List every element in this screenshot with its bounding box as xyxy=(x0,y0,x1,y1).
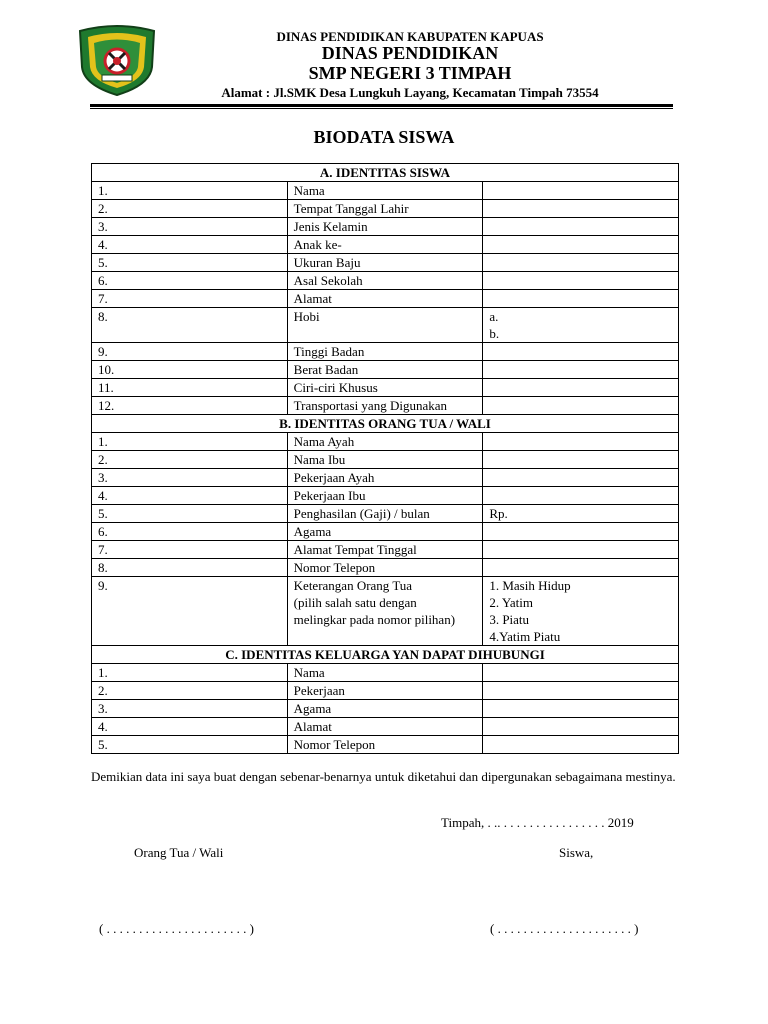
field-value[interactable] xyxy=(483,559,679,577)
row-number: 5. xyxy=(92,254,288,272)
field-label xyxy=(287,718,483,736)
row-number: 8. xyxy=(92,308,288,343)
field-value[interactable] xyxy=(483,523,679,541)
field-label-line: Alamat Tempat Tinggal xyxy=(293,542,417,557)
header-rule-thin xyxy=(90,108,673,109)
table-row xyxy=(92,343,679,361)
table-row xyxy=(92,397,679,415)
signature-label-student: Siswa, xyxy=(559,845,594,860)
row-number: 4. xyxy=(92,718,288,736)
field-value[interactable] xyxy=(483,308,679,343)
field-label xyxy=(287,664,483,682)
row-number: 2. xyxy=(92,682,288,700)
field-value-line: 1. Masih Hidup xyxy=(489,578,571,593)
field-label xyxy=(287,272,483,290)
table-row xyxy=(92,541,679,559)
row-number: 6. xyxy=(92,523,288,541)
field-label-line: Nama Ibu xyxy=(293,452,346,467)
field-value-line: 2. Yatim xyxy=(489,595,534,610)
field-value[interactable] xyxy=(483,236,679,254)
table-row xyxy=(92,664,679,682)
table-row xyxy=(92,379,679,397)
field-label-line: Agama xyxy=(293,701,332,716)
field-label xyxy=(287,343,483,361)
table-row xyxy=(92,505,679,523)
field-label xyxy=(287,361,483,379)
field-label xyxy=(287,433,483,451)
table-row xyxy=(92,200,679,218)
row-number: 5. xyxy=(92,505,288,523)
biodata-table xyxy=(91,163,679,754)
table-row xyxy=(92,682,679,700)
field-label xyxy=(287,559,483,577)
field-label xyxy=(287,397,483,415)
field-label-line: Nomor Telepon xyxy=(293,560,376,575)
section-heading-row xyxy=(92,415,679,433)
table-row xyxy=(92,469,679,487)
field-label-line: melingkar pada nomor pilihan) xyxy=(293,612,456,627)
field-value[interactable] xyxy=(483,487,679,505)
field-label-line: (pilih salah satu dengan xyxy=(293,595,417,610)
header-rule-thick xyxy=(90,104,673,107)
row-number: 9. xyxy=(92,577,288,646)
section-heading: A. IDENTITAS SISWA xyxy=(92,164,679,182)
school-logo xyxy=(76,23,158,97)
place-date: Timpah, . .. . . . . . . . . . . . . . . . . 2019 xyxy=(441,815,634,830)
signature-line-parent: ( . . . . . . . . . . . . . . . . . . . . . . ) xyxy=(99,921,254,936)
row-number: 3. xyxy=(92,700,288,718)
field-value[interactable] xyxy=(483,541,679,559)
table-row xyxy=(92,272,679,290)
row-number: 7. xyxy=(92,541,288,559)
field-value-line: b. xyxy=(489,326,500,341)
field-value[interactable] xyxy=(483,218,679,236)
field-label-line: Hobi xyxy=(293,309,320,324)
row-number: 4. xyxy=(92,487,288,505)
row-number: 8. xyxy=(92,559,288,577)
field-label-line: Pekerjaan Ayah xyxy=(293,470,375,485)
field-label-line: Penghasilan (Gaji) / bulan xyxy=(293,506,430,521)
field-label-line: Tinggi Badan xyxy=(293,344,365,359)
field-value-line: Rp. xyxy=(489,506,508,521)
table-row xyxy=(92,718,679,736)
row-number: 4. xyxy=(92,236,288,254)
field-value[interactable] xyxy=(483,343,679,361)
field-label xyxy=(287,451,483,469)
field-value[interactable] xyxy=(483,397,679,415)
field-value[interactable] xyxy=(483,200,679,218)
row-number: 1. xyxy=(92,433,288,451)
table-row xyxy=(92,433,679,451)
field-value[interactable] xyxy=(483,361,679,379)
table-row xyxy=(92,236,679,254)
row-number: 2. xyxy=(92,451,288,469)
field-label xyxy=(287,469,483,487)
field-label-line: Berat Badan xyxy=(293,362,359,377)
field-label xyxy=(287,254,483,272)
row-number: 7. xyxy=(92,290,288,308)
section-heading: B. IDENTITAS ORANG TUA / WALI xyxy=(92,415,679,433)
field-value[interactable] xyxy=(483,451,679,469)
table-row xyxy=(92,308,679,343)
field-label-line: Nomor Telepon xyxy=(293,737,376,752)
field-label-line: Asal Sekolah xyxy=(293,273,363,288)
field-value[interactable] xyxy=(483,682,679,700)
field-value[interactable] xyxy=(483,718,679,736)
field-label-line: Agama xyxy=(293,524,332,539)
table-row xyxy=(92,451,679,469)
field-label-line: Nama xyxy=(293,183,325,198)
row-number: 12. xyxy=(92,397,288,415)
field-label-line: Transportasi yang Digunakan xyxy=(293,398,447,413)
field-label-line: Ciri-ciri Khusus xyxy=(293,380,378,395)
field-value[interactable] xyxy=(483,577,679,646)
row-number: 2. xyxy=(92,200,288,218)
table-row xyxy=(92,736,679,754)
header-line-1: DINAS PENDIDIKAN KABUPATEN KAPUAS xyxy=(276,29,544,44)
field-value[interactable] xyxy=(483,469,679,487)
field-label-line: Anak ke- xyxy=(293,237,342,252)
table-row xyxy=(92,487,679,505)
school-name: SMP NEGERI 3 TIMPAH xyxy=(308,63,512,83)
field-value[interactable] xyxy=(483,290,679,308)
field-value-line: 4.Yatim Piatu xyxy=(489,629,561,644)
row-number: 5. xyxy=(92,736,288,754)
row-number: 10. xyxy=(92,361,288,379)
table-row xyxy=(92,559,679,577)
field-value[interactable] xyxy=(483,664,679,682)
table-row xyxy=(92,254,679,272)
school-address: Alamat : Jl.SMK Desa Lungkuh Layang, Kecamatan Timpah 73554 xyxy=(221,85,599,100)
field-label-line: Pekerjaan xyxy=(293,683,345,698)
field-label-line: Alamat xyxy=(293,291,332,306)
field-label-line: Ukuran Baju xyxy=(293,255,361,270)
field-label-line: Tempat Tanggal Lahir xyxy=(293,201,409,216)
field-label-line: Keterangan Orang Tua xyxy=(293,578,413,593)
row-number: 1. xyxy=(92,664,288,682)
field-label xyxy=(287,308,483,343)
field-label xyxy=(287,487,483,505)
field-value[interactable] xyxy=(483,433,679,451)
field-value[interactable] xyxy=(483,736,679,754)
signature-label-parent: Orang Tua / Wali xyxy=(134,845,224,860)
field-label xyxy=(287,182,483,200)
section-heading-row xyxy=(92,646,679,664)
row-number: 3. xyxy=(92,469,288,487)
row-number: 11. xyxy=(92,379,288,397)
field-value[interactable] xyxy=(483,505,679,523)
field-value-line: 3. Piatu xyxy=(489,612,530,627)
document-title: BIODATA SISWA xyxy=(313,127,455,147)
field-label xyxy=(287,682,483,700)
field-value[interactable] xyxy=(483,182,679,200)
field-value[interactable] xyxy=(483,254,679,272)
row-number: 9. xyxy=(92,343,288,361)
table-row xyxy=(92,577,679,646)
field-label-line: Nama Ayah xyxy=(293,434,355,449)
field-label xyxy=(287,505,483,523)
table-row xyxy=(92,290,679,308)
field-label xyxy=(287,379,483,397)
field-label-line: Pekerjaan Ibu xyxy=(293,488,366,503)
row-number: 3. xyxy=(92,218,288,236)
field-label xyxy=(287,700,483,718)
field-label xyxy=(287,523,483,541)
section-heading: C. IDENTITAS KELUARGA YAN DAPAT DIHUBUNGI xyxy=(92,646,679,664)
field-label xyxy=(287,218,483,236)
field-label xyxy=(287,200,483,218)
field-label xyxy=(287,577,483,646)
field-value[interactable] xyxy=(483,700,679,718)
row-number: 6. xyxy=(92,272,288,290)
field-label-line: Alamat xyxy=(293,719,332,734)
table-row xyxy=(92,218,679,236)
field-value-line: a. xyxy=(489,309,499,324)
header-line-2: DINAS PENDIDIKAN xyxy=(321,43,499,63)
section-heading-row xyxy=(92,164,679,182)
table-row xyxy=(92,700,679,718)
table-row xyxy=(92,182,679,200)
signature-line-student: ( . . . . . . . . . . . . . . . . . . . . . ) xyxy=(490,921,639,936)
field-label xyxy=(287,541,483,559)
statement-text: Demikian data ini saya buat dengan sebenar-benarnya untuk diketahui dan dipergunakan sebagaimana mestinya. xyxy=(91,769,676,784)
field-label xyxy=(287,290,483,308)
field-label xyxy=(287,236,483,254)
field-label-line: Jenis Kelamin xyxy=(293,219,368,234)
row-number: 1. xyxy=(92,182,288,200)
field-label-line: Nama xyxy=(293,665,325,680)
table-row xyxy=(92,523,679,541)
field-value[interactable] xyxy=(483,272,679,290)
table-row xyxy=(92,361,679,379)
field-value[interactable] xyxy=(483,379,679,397)
field-label xyxy=(287,736,483,754)
